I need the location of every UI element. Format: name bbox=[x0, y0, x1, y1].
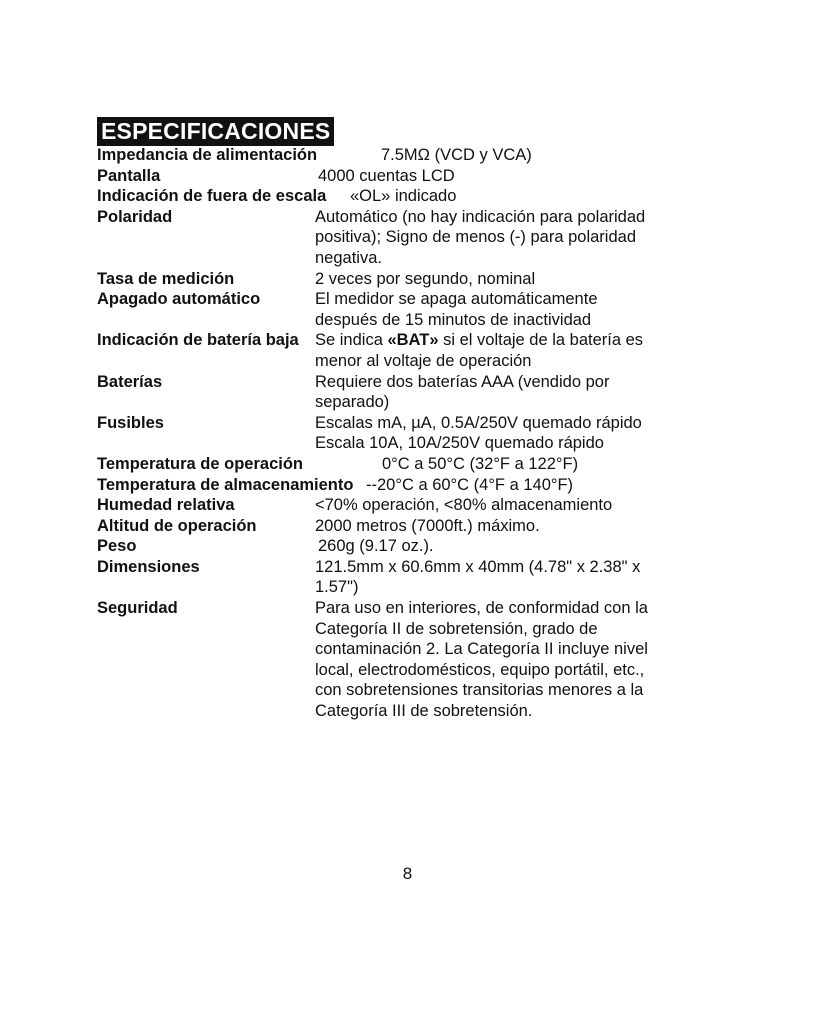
spec-value bbox=[315, 289, 695, 330]
spec-value bbox=[315, 516, 695, 537]
spec-value-line: Se indica «BAT» si el voltaje de la batería es bbox=[315, 331, 644, 350]
spec-value-line: después de 15 minutos de inactividad bbox=[315, 310, 592, 329]
spec-label: Apagado automático bbox=[97, 290, 261, 309]
spec-value bbox=[318, 166, 698, 187]
spec-row-auto-power-off bbox=[97, 289, 737, 330]
spec-value bbox=[315, 413, 695, 454]
spec-value bbox=[315, 557, 695, 598]
spec-value bbox=[382, 454, 762, 475]
spec-row-operating-temperature bbox=[97, 454, 737, 475]
spec-value-line: --20°C a 60°C (4°F a 140°F) bbox=[366, 475, 574, 494]
spec-value bbox=[350, 186, 730, 207]
spec-value bbox=[315, 495, 695, 516]
spec-value bbox=[366, 475, 746, 496]
spec-value-line: 121.5mm x 60.6mm x 40mm (4.78" x 2.38" x bbox=[315, 557, 641, 576]
spec-value-line: Automático (no hay indicación para polaridad bbox=[315, 207, 646, 226]
spec-value-line: local, electrodomésticos, equipo portátil, etc., bbox=[315, 660, 645, 679]
spec-value bbox=[315, 372, 695, 413]
section-title: ESPECIFICACIONES bbox=[97, 117, 334, 146]
spec-label: Humedad relativa bbox=[97, 496, 235, 515]
spec-label: Tasa de medición bbox=[97, 269, 235, 288]
spec-label: Indicación de batería baja bbox=[97, 331, 299, 350]
spec-label: Indicación de fuera de escala bbox=[97, 187, 327, 206]
spec-row-safety bbox=[97, 598, 737, 722]
spec-value-line: 1.57") bbox=[315, 578, 359, 597]
spec-row-weight bbox=[97, 536, 737, 557]
spec-label: Temperatura de operación bbox=[97, 454, 304, 473]
spec-label: Peso bbox=[97, 537, 137, 556]
spec-value-line: contaminación 2. La Categoría II incluye nivel bbox=[315, 640, 648, 659]
spec-value-line: Requiere dos baterías AAA (vendido por bbox=[315, 372, 610, 391]
spec-row-operating-altitude bbox=[97, 516, 737, 537]
spec-value-line: Categoría III de sobretensión. bbox=[315, 702, 533, 721]
spec-value-line: 0°C a 50°C (32°F a 122°F) bbox=[382, 454, 579, 473]
spec-row-overrange bbox=[97, 186, 737, 207]
spec-label: Pantalla bbox=[97, 166, 161, 185]
spec-label: Fusibles bbox=[97, 413, 164, 432]
spec-value-line: negativa. bbox=[315, 248, 382, 267]
spec-row-batteries bbox=[97, 372, 737, 413]
spec-row-low-battery bbox=[97, 330, 737, 371]
spec-value bbox=[315, 269, 695, 290]
spec-value bbox=[315, 330, 695, 371]
spec-value bbox=[318, 536, 698, 557]
spec-row-dimensions bbox=[97, 557, 737, 598]
spec-value bbox=[381, 145, 761, 166]
spec-value bbox=[315, 207, 695, 269]
spec-value-line: menor al voltaje de operación bbox=[315, 351, 532, 370]
spec-value-line: 4000 cuentas LCD bbox=[318, 166, 455, 185]
spec-value-line: 2000 metros (7000ft.) máximo. bbox=[315, 516, 540, 535]
spec-row-storage-temperature bbox=[97, 475, 737, 496]
spec-label: Baterías bbox=[97, 372, 163, 391]
spec-value-line: Escalas mA, µA, 0.5A/250V quemado rápido bbox=[315, 413, 642, 432]
page-number: 8 bbox=[402, 864, 413, 883]
spec-row-measurement-rate bbox=[97, 269, 737, 290]
spec-label: Polaridad bbox=[97, 207, 173, 226]
spec-value-line: con sobretensiones transitorias menores a la bbox=[315, 681, 644, 700]
specifications-list bbox=[97, 145, 737, 722]
spec-value bbox=[315, 598, 695, 722]
spec-label: Impedancia de alimentación bbox=[97, 146, 318, 164]
spec-label: Temperatura de almacenamiento bbox=[97, 475, 354, 494]
spec-value-line: Escala 10A, 10A/250V quemado rápido bbox=[315, 434, 604, 453]
spec-value-line: positiva); Signo de menos (-) para polaridad bbox=[315, 228, 637, 247]
spec-row-polarity bbox=[97, 207, 737, 269]
spec-value-line: «OL» indicado bbox=[350, 187, 457, 206]
spec-value-line: Categoría II de sobretensión, grado de bbox=[315, 619, 598, 638]
spec-value-line: <70% operación, <80% almacenamiento bbox=[315, 496, 613, 515]
spec-value-line: 7.5MΩ (VCD y VCA) bbox=[381, 146, 532, 164]
spec-row-display bbox=[97, 166, 737, 187]
spec-row-fuses bbox=[97, 413, 737, 454]
spec-value-line: 2 veces por segundo, nominal bbox=[315, 269, 536, 288]
spec-value-line: separado) bbox=[315, 393, 390, 412]
spec-value-line: 260g (9.17 oz.). bbox=[318, 537, 434, 556]
spec-label: Dimensiones bbox=[97, 557, 200, 576]
spec-label: Seguridad bbox=[97, 599, 178, 618]
spec-value-line: El medidor se apaga automáticamente bbox=[315, 290, 598, 309]
bat-indicator-text: «BAT» bbox=[387, 331, 439, 350]
spec-value-line: Para uso en interiores, de conformidad con la bbox=[315, 599, 648, 618]
spec-row-input-impedance bbox=[97, 145, 737, 166]
spec-row-relative-humidity bbox=[97, 495, 737, 516]
spec-label: Altitud de operación bbox=[97, 516, 257, 535]
